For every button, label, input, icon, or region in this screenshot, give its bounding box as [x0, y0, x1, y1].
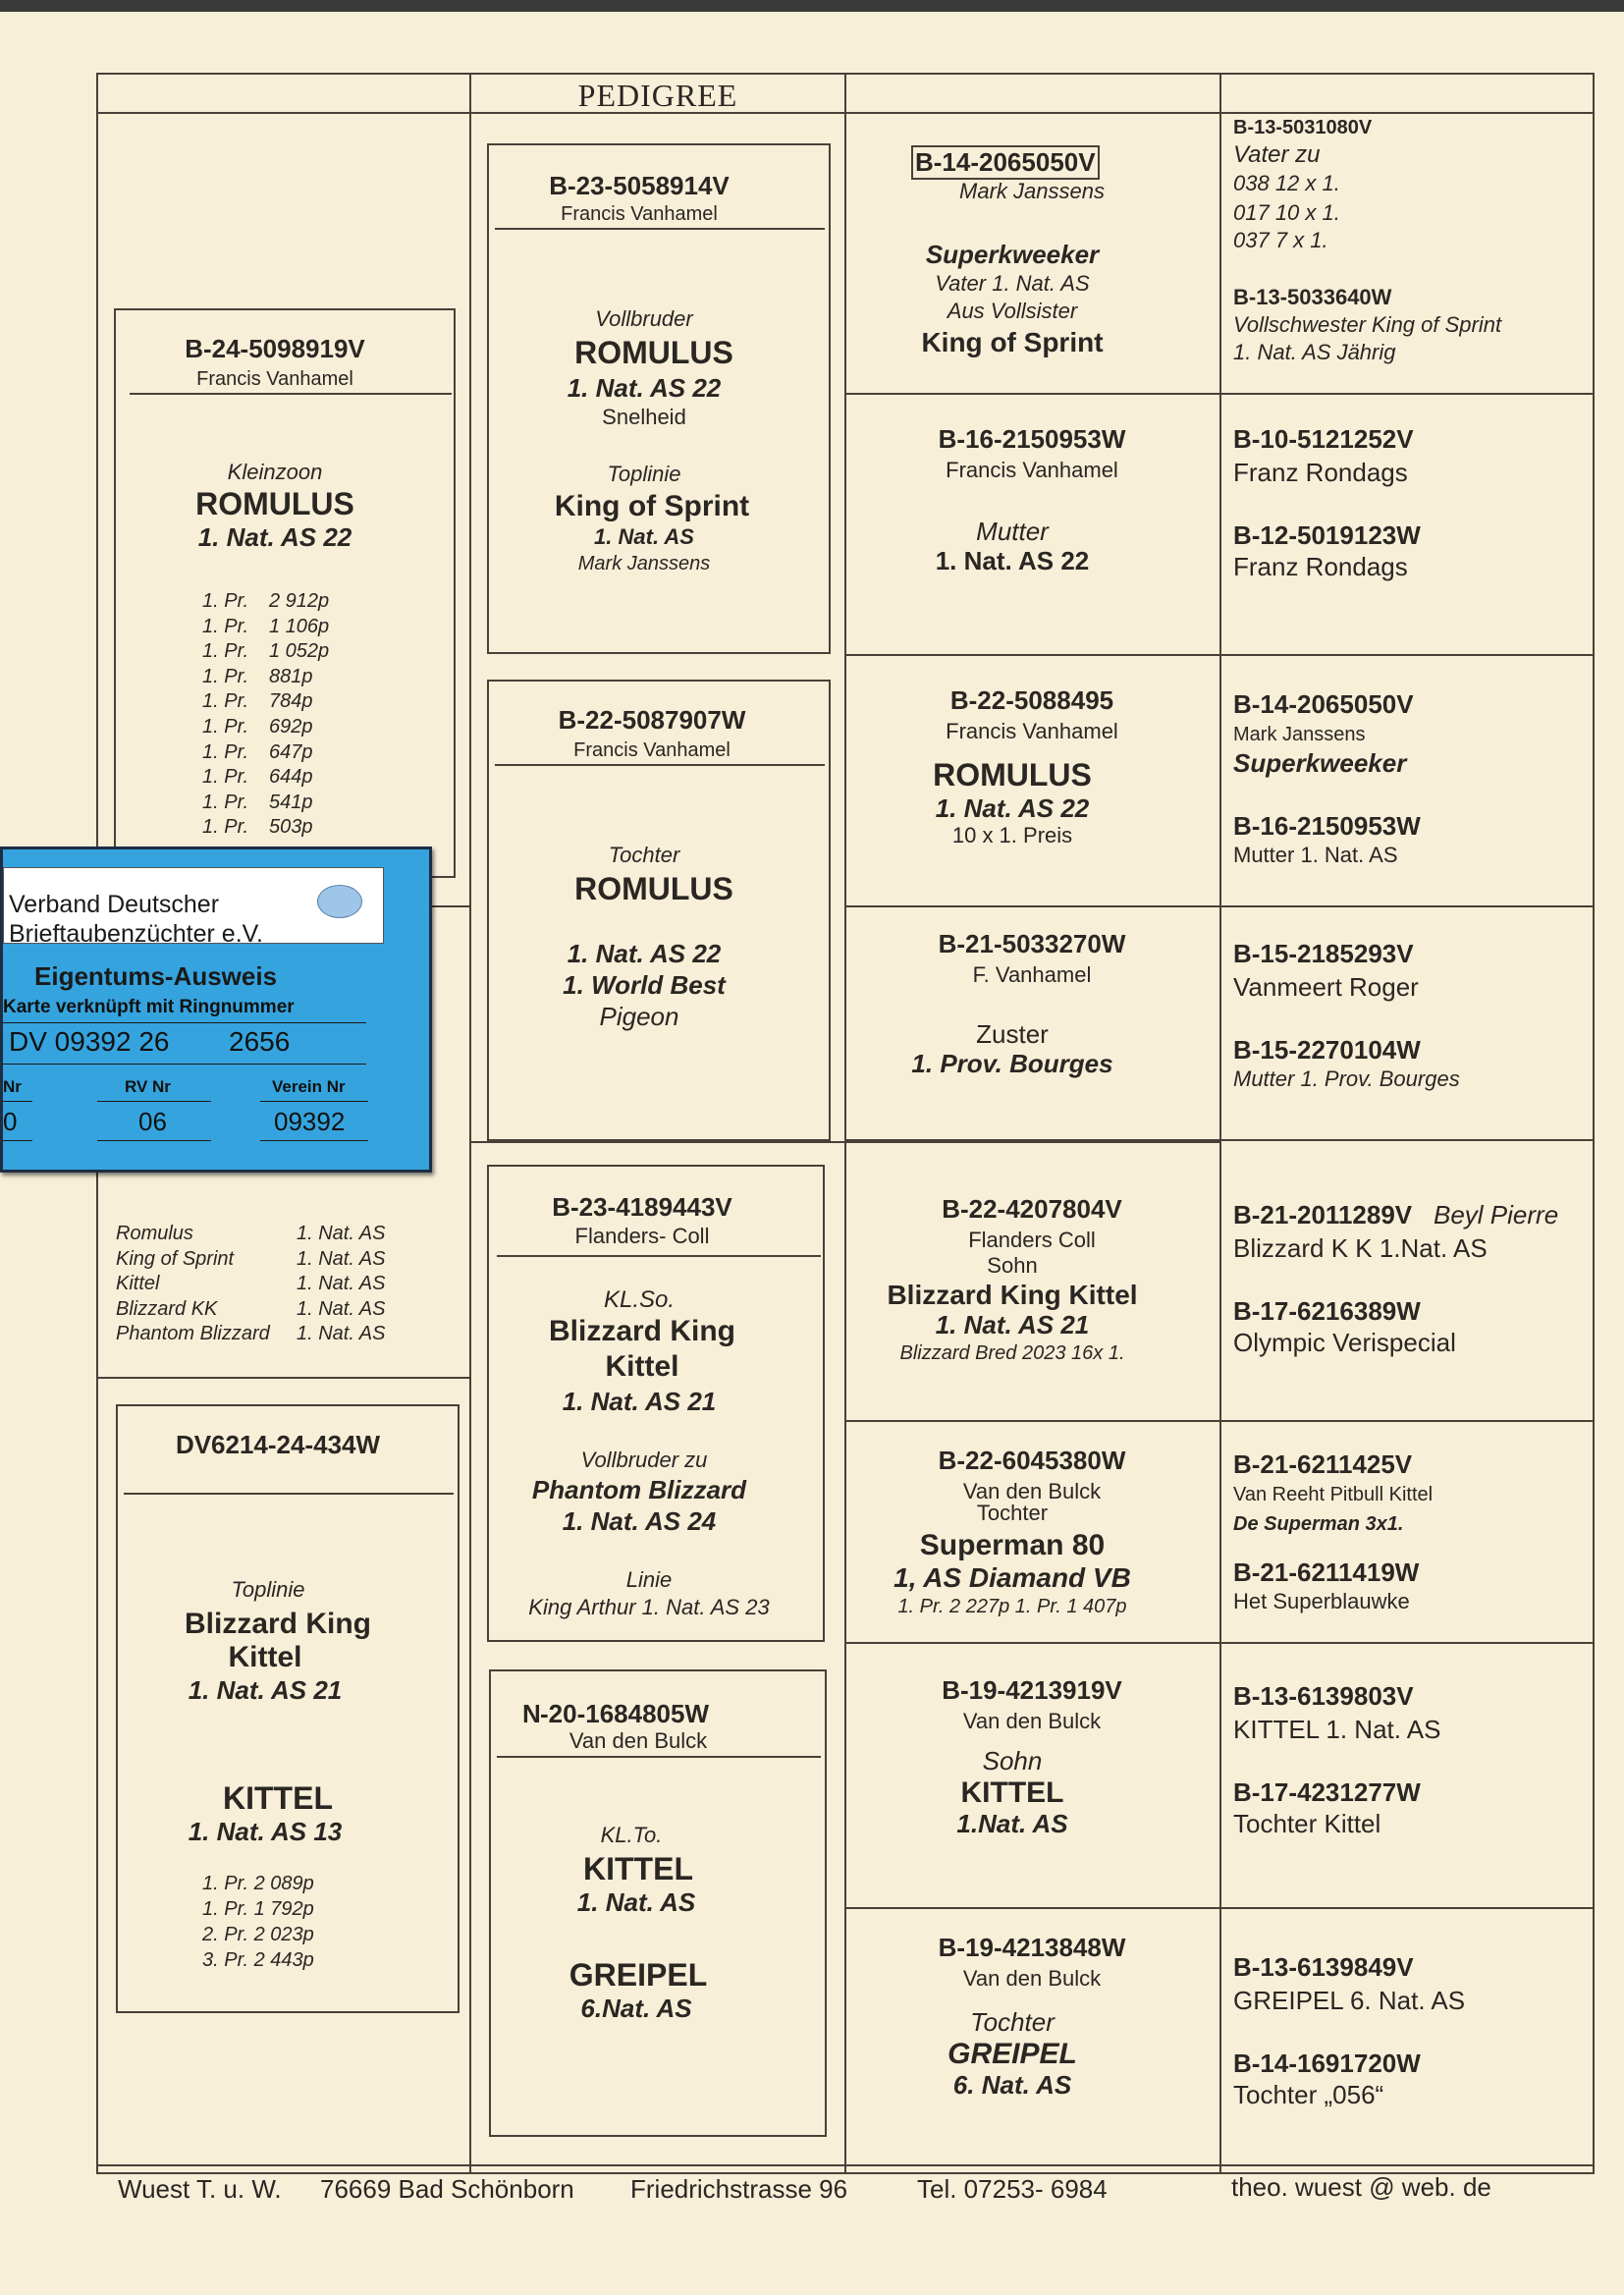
g4-line: Blizzard K K 1.Nat. AS [1233, 1233, 1488, 1263]
prize-line: 1. Pr. 1 792p [202, 1898, 314, 1920]
g2d-title2: 6.Nat. AS [580, 1994, 692, 2023]
g3-ring: B-19-4213919V [942, 1675, 1122, 1705]
lineage-name: Kittel [116, 1273, 160, 1295]
g2d-name: KITTEL [583, 1851, 693, 1886]
g3-line: Tochter [976, 1501, 1049, 1525]
prize-label: 1. Pr. [202, 640, 249, 663]
g4-ring2: B-17-6216389W [1233, 1296, 1421, 1326]
g3-line: Sohn [982, 1746, 1043, 1776]
prize-value: 503p [269, 816, 313, 839]
g3-rule-1 [844, 393, 1595, 395]
prize-value: 2 912p [269, 590, 330, 612]
g2d-ring-prefix: N [522, 1699, 541, 1728]
card-ring-serial: 2656 [229, 1026, 291, 1057]
g2d-rule [497, 1756, 821, 1758]
card-rule-6 [3, 1140, 32, 1141]
g2a-extra: Snelheid [602, 405, 686, 429]
gen1-owner-rule [130, 393, 452, 395]
g3-line: 1. Prov. Bourges [911, 1049, 1113, 1078]
prize-line: 1. Pr. 2 089p [202, 1873, 314, 1894]
page-title: PEDIGREE [577, 78, 738, 113]
g3-owner: Francis Vanhamel [946, 458, 1118, 482]
g2a-ring: B-23-5058914V [549, 171, 730, 200]
card-rule-7 [97, 1140, 211, 1141]
g4-line: Tochter Kittel [1233, 1809, 1381, 1838]
card-rule-1 [3, 1022, 366, 1023]
g3-line: Aus Vollsister [947, 299, 1078, 323]
g4-line: 017 10 x 1. [1233, 200, 1340, 225]
g3-ring: B-14-2065050V [911, 145, 1100, 180]
prize-label: 1. Pr. [202, 816, 249, 839]
gen1-dam-title3: 1. Nat. AS 13 [188, 1817, 343, 1846]
g2a-relation: Vollbruder [595, 306, 693, 331]
g4-ring2: B-12-5019123W [1233, 520, 1421, 550]
prize-value: 1 106p [269, 615, 330, 637]
card-rule-5 [260, 1101, 368, 1102]
card-val-verein: 09392 [274, 1107, 346, 1136]
g3-line: 1. Nat. AS 22 [935, 793, 1090, 823]
card-subtitle: Karte verknüpft mit Ringnummer [3, 997, 295, 1017]
g3-owner: Mark Janssens [959, 179, 1105, 203]
gen1-relation: Kleinzoon [227, 460, 323, 484]
g3-line: 6. Nat. AS [952, 2070, 1072, 2100]
gen1-dam-box [116, 1404, 460, 2013]
g4-line: Mutter 1. Prov. Bourges [1233, 1066, 1460, 1091]
g4-line: Van Reeht Pitbull Kittel [1233, 1484, 1434, 1505]
g3-line: King of Sprint [921, 327, 1104, 357]
card-rule-4 [97, 1101, 211, 1102]
g3-line: Blizzard King Kittel [887, 1280, 1138, 1310]
g2a-title: 1. Nat. AS 22 [567, 373, 722, 403]
card-val-nr: 0 [3, 1107, 18, 1136]
g2a-title2: 1. Nat. AS [594, 524, 694, 549]
lineage-title: 1. Nat. AS [297, 1323, 386, 1345]
lineage-title: 1. Nat. AS [297, 1273, 386, 1295]
g4-ring2: B-15-2270104W [1233, 1035, 1421, 1065]
lineage-name: King of Sprint [116, 1247, 235, 1270]
lineage-title: 1. Nat. AS [297, 1247, 386, 1270]
g3-rule-7 [844, 1907, 1595, 1909]
g4-line: KITTEL 1. Nat. AS [1233, 1715, 1441, 1744]
g4-ring: B-15-2185293V [1233, 939, 1414, 968]
g4-line: Het Superblauwke [1233, 1589, 1410, 1613]
g3-owner: Van den Bulck [962, 1479, 1102, 1503]
gen1-dam-title: 1. Nat. AS 21 [188, 1675, 343, 1705]
g2c-relation2: Vollbruder zu [580, 1448, 708, 1472]
g2c-title: 1. Nat. AS 21 [562, 1387, 717, 1416]
g4-ring: B-13-6139849V [1233, 1952, 1414, 1982]
prize-value: 644p [269, 766, 313, 789]
g4-line: Franz Rondags [1233, 552, 1408, 581]
g2b-title2: 1. World Best [563, 970, 726, 1000]
g2c-line: Linie [625, 1567, 673, 1592]
g3-line: GREIPEL [947, 2038, 1077, 2070]
card-col-rv: RV Nr [125, 1077, 171, 1096]
gen1-owner: Francis Vanhamel [196, 368, 353, 390]
g3-line: Superkweeker [925, 240, 1100, 269]
card-ring-number: DV 09392 26 [9, 1026, 170, 1057]
g4-ring2: B-21-6211419W [1233, 1557, 1420, 1587]
g3-owner: F. Vanhamel [972, 962, 1092, 987]
g2a-name2: King of Sprint [554, 490, 750, 522]
gen1-split-rule-2 [96, 1377, 471, 1379]
card-rule-8 [260, 1140, 368, 1141]
g2b-title: 1. Nat. AS 22 [567, 939, 722, 968]
prize-label: 1. Pr. [202, 690, 249, 713]
g4-line: Vollschwester King of Sprint [1233, 312, 1502, 337]
g3-line: Superman 80 [919, 1529, 1106, 1561]
g3-line: 1. Nat. AS 21 [935, 1310, 1090, 1339]
g3-rule-5 [844, 1420, 1595, 1422]
g3-line: Zuster [976, 1019, 1049, 1049]
g3-ring: B-21-5033270W [938, 929, 1126, 958]
g2c-line2: King Arthur 1. Nat. AS 23 [528, 1595, 770, 1619]
g3-line: Sohn [987, 1253, 1038, 1278]
prize-label: 1. Pr. [202, 716, 249, 738]
g4-line: Vater zu [1233, 141, 1321, 168]
g2b-relation: Tochter [608, 843, 680, 867]
g3-line: 1, AS Diamand VB [893, 1562, 1131, 1593]
prize-value: 881p [269, 665, 313, 687]
g4-ring: B-13-5031080V [1233, 117, 1373, 138]
g4-ring2: B-17-4231277W [1233, 1777, 1421, 1807]
g3-line: ROMULUS [933, 757, 1092, 792]
g2d-owner: Van den Bulck [568, 1728, 708, 1753]
prize-label: 1. Pr. [202, 766, 249, 789]
g4-ring-extra: Beyl Pierre [1434, 1200, 1559, 1229]
prize-value: 647p [269, 740, 313, 763]
gen1-ring: B-24-5098919V [185, 334, 365, 363]
g2b-name: ROMULUS [574, 871, 733, 906]
g2d-name2: GREIPEL [568, 1957, 708, 1993]
g3-ring: B-22-6045380W [938, 1446, 1126, 1475]
lineage-name: Blizzard KK [116, 1297, 218, 1320]
prize-label: 1. Pr. [202, 665, 249, 687]
g4-ring2: B-14-1691720W [1233, 2049, 1421, 2078]
g4-line: De Superman 3x1. [1233, 1513, 1404, 1535]
gen1-dam-name3: KITTEL [223, 1780, 333, 1816]
g2d-title: 1. Nat. AS [576, 1887, 696, 1917]
g2d-relation: KL.To. [600, 1823, 663, 1847]
g2b-title3: Pigeon [599, 1002, 679, 1031]
g2c-name1: Blizzard King [548, 1315, 735, 1347]
card-val-rv: 06 [138, 1107, 167, 1136]
gen1-dam-name2: Kittel [228, 1641, 302, 1673]
g3-line: Vater 1. Nat. AS [935, 271, 1090, 296]
gen1-title: 1. Nat. AS 22 [197, 522, 352, 552]
g2b-ring: B-22-5087907W [558, 705, 746, 735]
prize-label: 1. Pr. [202, 740, 249, 763]
prize-value: 692p [269, 716, 313, 738]
association-logo-icon [317, 885, 362, 918]
g3-rule-2 [844, 654, 1595, 656]
card-org-line2: Brieftaubenzüchter e.V. [9, 920, 263, 948]
g4-line: Superkweeker [1233, 748, 1407, 778]
card-rule-2 [3, 1064, 366, 1065]
footer-phone: Tel. 07253- 6984 [917, 2174, 1108, 2204]
g3-ring: B-22-4207804V [942, 1194, 1122, 1224]
g4-line: Mutter 1. Nat. AS [1233, 843, 1398, 867]
g4-line: 1. Nat. AS Jährig [1233, 340, 1396, 364]
g2c-name2: Kittel [605, 1350, 679, 1383]
gen1-dam-name1: Blizzard King [184, 1608, 371, 1640]
prize-value: 784p [269, 690, 313, 713]
g4-ring2: B-13-5033640W [1233, 285, 1392, 309]
lineage-name: Romulus [116, 1223, 193, 1244]
g2c-relation: KL.So. [603, 1286, 676, 1313]
g4-line: Olympic Verispecial [1233, 1328, 1456, 1357]
g2b-owner: Francis Vanhamel [573, 739, 731, 761]
card-title: Eigentums-Ausweis [34, 961, 278, 991]
g3-rule-4 [844, 1139, 1595, 1141]
g2a-owner: Francis Vanhamel [561, 203, 718, 225]
prize-line: 3. Pr. 2 443p [202, 1949, 314, 1971]
g2c-rule [497, 1255, 821, 1257]
center-rule [469, 1141, 1219, 1143]
g2a-line: Toplinie [607, 462, 681, 486]
g3-line: 10 x 1. Preis [951, 823, 1073, 847]
g3-line: 1. Nat. AS 22 [935, 546, 1090, 575]
g4-ring: B-10-5121252V [1233, 424, 1414, 454]
g4-ring2: B-16-2150953W [1233, 811, 1421, 841]
g2c-ring: B-23-4189443V [552, 1192, 732, 1222]
prize-value: 541p [269, 791, 313, 813]
footer-email: theo. wuest @ web. de [1231, 2172, 1491, 2202]
g4-line: 037 7 x 1. [1233, 228, 1328, 252]
prize-label: 1. Pr. [202, 791, 249, 813]
g3-line: Blizzard Bred 2023 16x 1. [899, 1342, 1125, 1364]
g4-ring: B-21-2011289V [1233, 1200, 1413, 1229]
gen1-dam-rule [124, 1493, 454, 1495]
col-divider-1 [469, 73, 471, 2174]
prize-label: 1. Pr. [202, 590, 249, 612]
footer-street: Friedrichstrasse 96 [630, 2174, 848, 2204]
g4-line: GREIPEL 6. Nat. AS [1233, 1986, 1466, 2015]
g2a-name: ROMULUS [574, 335, 733, 370]
ownership-card [0, 847, 432, 1173]
g3-ring: B-22-5088495 [949, 685, 1114, 715]
g3-ring: B-19-4213848W [938, 1933, 1126, 1962]
prize-label: 1. Pr. [202, 615, 249, 637]
card-col-verein: Verein Nr [272, 1077, 346, 1096]
card-org-line1: Verband Deutscher [9, 891, 220, 918]
gen1-dam-ring: DV6214-24-434W [175, 1430, 381, 1459]
g4-line: 038 12 x 1. [1233, 171, 1340, 195]
scan-top-edge [0, 0, 1624, 12]
g2c-title3: 1. Nat. AS 24 [562, 1506, 717, 1536]
g3-ring: B-16-2150953W [938, 424, 1126, 454]
g4-line: Vanmeert Roger [1233, 972, 1419, 1002]
col-divider-3 [1219, 73, 1221, 2174]
prize-value: 1 052p [269, 640, 330, 663]
g4-line: Franz Rondags [1233, 458, 1408, 487]
g3-line: 1. Pr. 2 227p 1. Pr. 1 407p [897, 1596, 1127, 1617]
g3-owner: Flanders Coll [968, 1228, 1096, 1252]
g2b-rule [495, 764, 825, 766]
g3-rule-3 [844, 905, 1595, 907]
g2a-rule [495, 228, 825, 230]
g2d-ring: -20-1684805W [540, 1699, 709, 1728]
footer-name: Wuest T. u. W. [118, 2174, 282, 2204]
g2c-name3: Phantom Blizzard [531, 1475, 747, 1504]
col-divider-2 [844, 73, 846, 2174]
g4-ring: B-13-6139803V [1233, 1681, 1414, 1711]
g4-ring: B-21-6211425V [1233, 1449, 1413, 1479]
g3-line: Tochter [970, 2007, 1055, 2037]
lineage-name: Phantom Blizzard [116, 1323, 270, 1345]
g3-line: Mutter [976, 517, 1049, 546]
card-rule-3 [3, 1101, 32, 1102]
lineage-title: 1. Nat. AS [297, 1223, 386, 1244]
g3-line: 1.Nat. AS [956, 1809, 1068, 1838]
lineage-title: 1. Nat. AS [297, 1297, 386, 1320]
g2a-owner2: Mark Janssens [577, 553, 711, 574]
gen1-name: ROMULUS [195, 486, 354, 521]
footer-rule [96, 2164, 1595, 2166]
g3-owner: Francis Vanhamel [946, 719, 1118, 743]
g3-line: KITTEL [960, 1776, 1064, 1809]
g4-line: Mark Janssens [1233, 724, 1366, 745]
g3-rule-6 [844, 1642, 1595, 1644]
g2c-owner: Flanders- Coll [574, 1224, 710, 1248]
g4-ring: B-14-2065050V [1233, 689, 1414, 719]
g3-owner: Van den Bulck [962, 1966, 1102, 1991]
g4-line: Tochter „056“ [1233, 2080, 1384, 2109]
g3-owner: Van den Bulck [962, 1709, 1102, 1733]
gen1-dam-line: Toplinie [231, 1577, 305, 1602]
prize-line: 2. Pr. 2 023p [202, 1924, 314, 1945]
footer-city: 76669 Bad Schönborn [320, 2174, 574, 2204]
card-col-nr: Nr [3, 1077, 22, 1096]
